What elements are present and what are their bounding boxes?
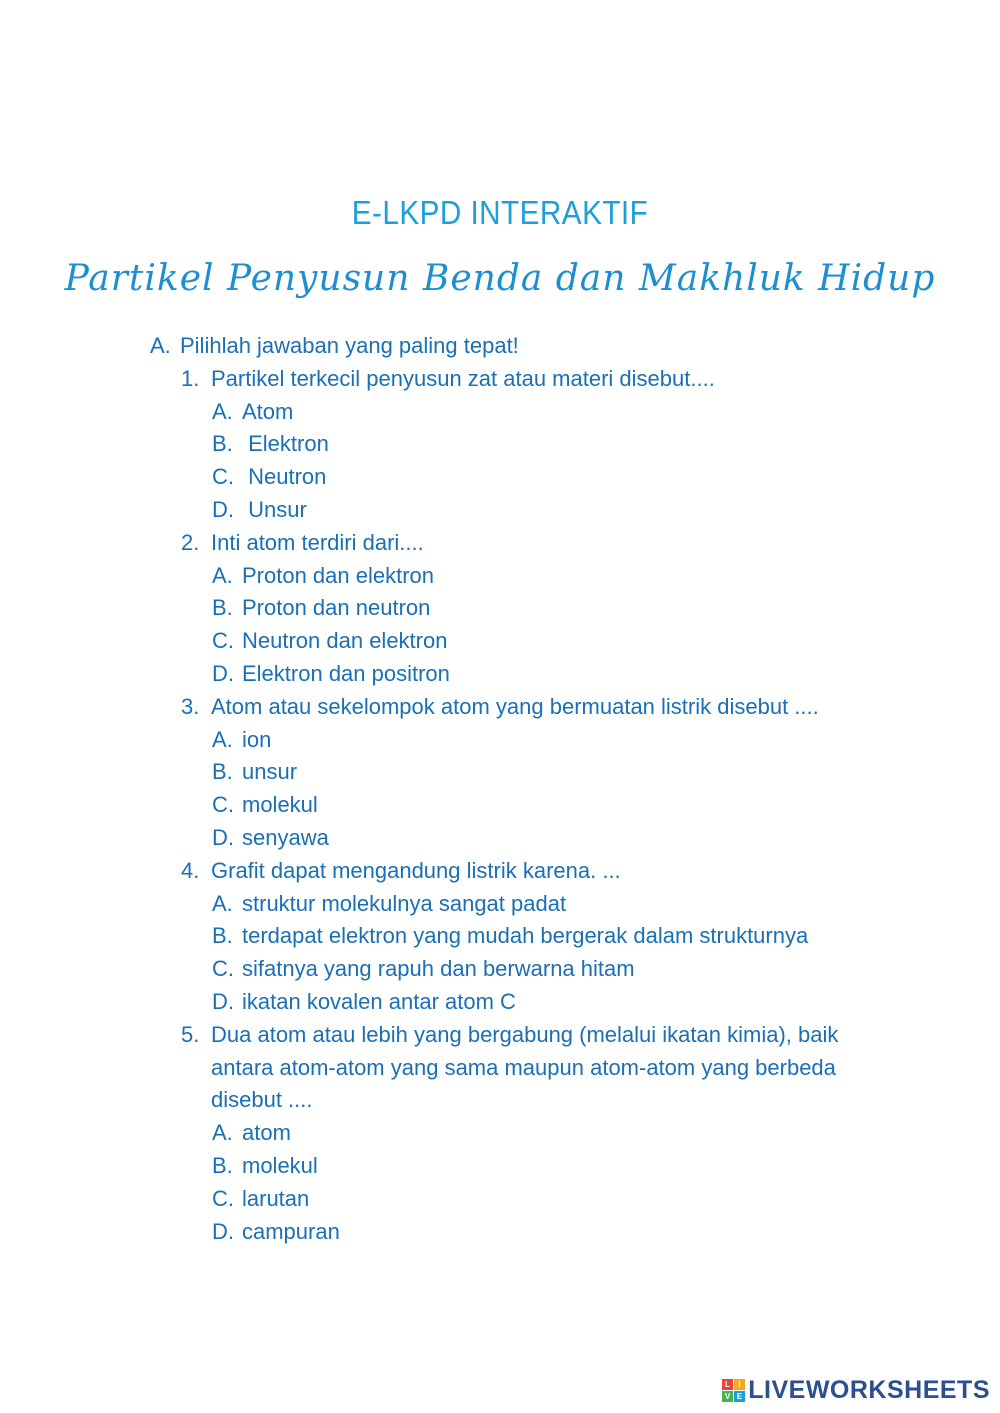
option-letter: D. <box>212 496 234 522</box>
option-letter: C. <box>212 956 234 982</box>
answer-option[interactable] <box>150 888 860 921</box>
option-text: larutan <box>242 1185 310 1211</box>
option-letter: B. <box>212 595 233 621</box>
answer-option[interactable] <box>150 953 860 986</box>
question-text: Dua atom atau lebih yang bergabung (melalui ikatan kimia), baik antara atom-atom yang sama maupun atom-atom yang berbeda disebut .... <box>211 1021 839 1113</box>
liveworksheets-logo-icon <box>722 1379 745 1402</box>
option-text: struktur molekulnya sangat padat <box>242 890 567 916</box>
option-text: ion <box>242 726 272 752</box>
question-number: 3. <box>181 693 200 719</box>
option-text: campuran <box>242 1218 340 1244</box>
option-letter: C. <box>212 1185 234 1211</box>
option-letter: A. <box>212 1120 233 1146</box>
question-3 <box>150 691 860 724</box>
answer-option[interactable] <box>150 1183 860 1216</box>
question-text: Partikel terkecil penyusun zat atau materi disebut.... <box>211 365 715 391</box>
answer-option[interactable] <box>150 986 860 1019</box>
questions-container <box>150 363 860 1249</box>
question-list <box>150 330 860 1248</box>
option-letter: D. <box>212 824 234 850</box>
option-text: ikatan kovalen antar atom C <box>242 988 516 1014</box>
page-subtitle: Partikel Penyusun Benda dan Makhluk Hidup <box>64 258 936 299</box>
question-number: 5. <box>181 1021 200 1047</box>
option-letter: D. <box>212 660 234 686</box>
option-letter: A. <box>212 562 233 588</box>
liveworksheets-logo <box>722 1376 990 1405</box>
question-number: 4. <box>181 857 200 883</box>
question-text: Grafit dapat mengandung listrik karena. ... <box>211 857 621 883</box>
question-5 <box>150 1019 860 1117</box>
answer-option[interactable] <box>150 1216 860 1249</box>
logo-icon-tile: I <box>734 1379 745 1390</box>
logo-icon-tile: V <box>722 1391 733 1402</box>
option-text: molekul <box>242 1152 318 1178</box>
answer-option[interactable] <box>150 789 860 822</box>
option-text: Atom <box>242 398 294 424</box>
option-text: Elektron dan positron <box>242 660 450 686</box>
option-letter: B. <box>212 1152 233 1178</box>
option-letter: C. <box>212 464 234 490</box>
answer-option[interactable] <box>150 560 860 593</box>
question-4 <box>150 855 860 888</box>
option-letter: D. <box>212 1218 234 1244</box>
option-letter: D. <box>212 988 234 1014</box>
question-2 <box>150 527 860 560</box>
page-title: E-LKPD INTERAKTIF <box>351 194 649 231</box>
option-letter: B. <box>212 759 233 785</box>
answer-option[interactable] <box>150 1117 860 1150</box>
section-instruction <box>150 330 860 363</box>
question-text: Inti atom terdiri dari.... <box>211 529 424 555</box>
question-1 <box>150 363 860 396</box>
option-text: Unsur <box>242 496 307 522</box>
answer-option[interactable] <box>150 1150 860 1183</box>
section-instruction-text: Pilihlah jawaban yang paling tepat! <box>180 333 519 358</box>
answer-option[interactable] <box>150 396 860 429</box>
option-text: senyawa <box>242 824 329 850</box>
answer-option[interactable] <box>150 658 860 691</box>
option-text: Proton dan neutron <box>242 595 431 621</box>
option-letter: A. <box>212 398 233 424</box>
answer-option[interactable] <box>150 592 860 625</box>
option-text: Proton dan elektron <box>242 562 435 588</box>
option-letter: A. <box>212 726 233 752</box>
option-text: terdapat elektron yang mudah bergerak dalam strukturnya <box>242 923 809 949</box>
question-number: 1. <box>181 365 200 391</box>
answer-option[interactable] <box>150 625 860 658</box>
option-text: Neutron dan elektron <box>242 628 448 654</box>
logo-text: LIVEWORKSHEETS <box>748 1376 990 1404</box>
answer-option[interactable] <box>150 494 860 527</box>
answer-option[interactable] <box>150 920 860 953</box>
question-number: 2. <box>181 529 200 555</box>
option-letter: B. <box>212 923 233 949</box>
answer-option[interactable] <box>150 428 860 461</box>
option-letter: C. <box>212 792 234 818</box>
option-letter: A. <box>212 890 233 916</box>
question-text: Atom atau sekelompok atom yang bermuatan listrik disebut .... <box>211 693 819 719</box>
option-letter: C. <box>212 628 234 654</box>
option-text: molekul <box>242 792 318 818</box>
option-text: atom <box>242 1120 291 1146</box>
logo-icon-tile: E <box>734 1391 745 1402</box>
option-text: Neutron <box>242 464 327 490</box>
option-text: Elektron <box>242 431 329 457</box>
logo-icon-tile: L <box>722 1379 733 1390</box>
section-marker: A. <box>150 333 171 358</box>
answer-option[interactable] <box>150 822 860 855</box>
answer-option[interactable] <box>150 461 860 494</box>
option-text: unsur <box>242 759 298 785</box>
answer-option[interactable] <box>150 756 860 789</box>
option-letter: B. <box>212 431 233 457</box>
option-text: sifatnya yang rapuh dan berwarna hitam <box>242 956 635 982</box>
answer-option[interactable] <box>150 724 860 757</box>
